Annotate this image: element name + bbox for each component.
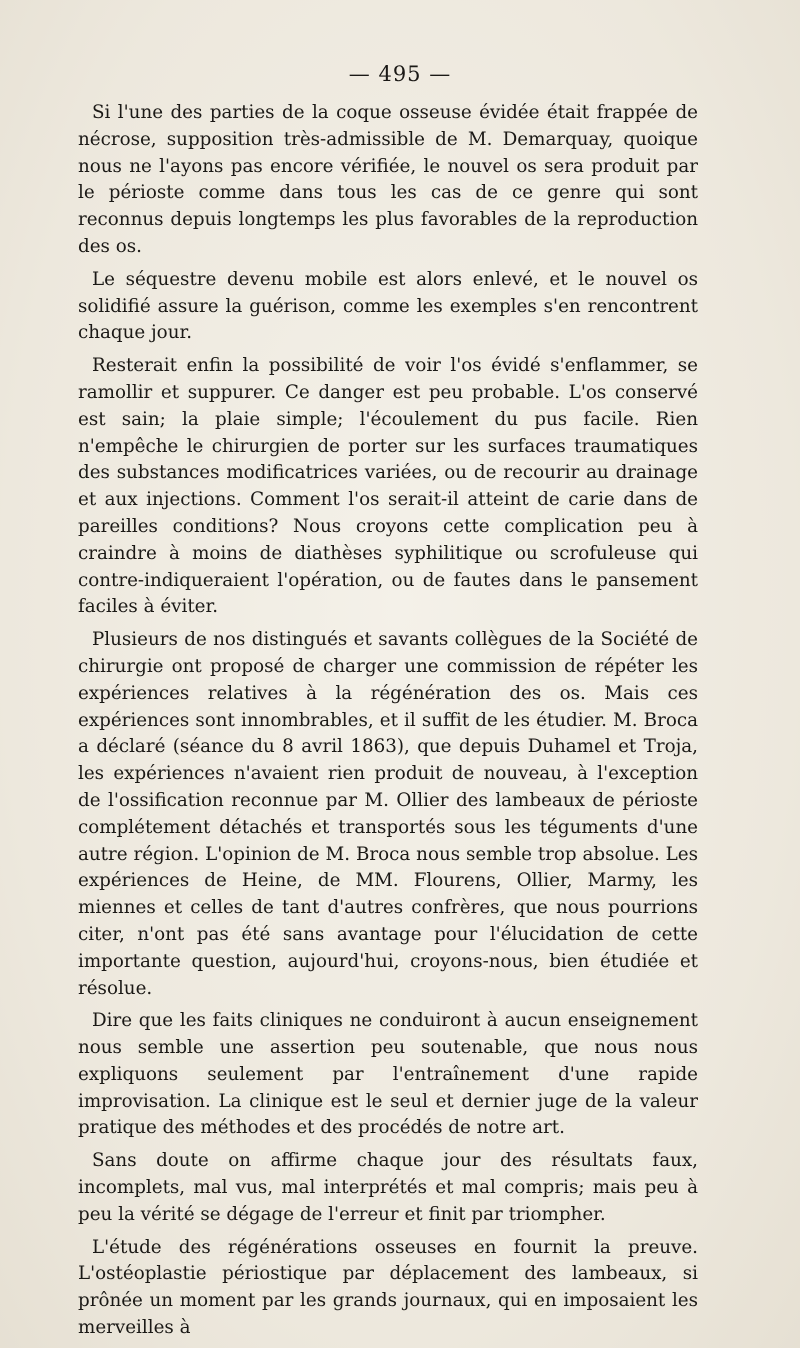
- paragraph-7: L'étude des régénérations osseuses en fournit la preuve. L'ostéoplastie périostique par déplacement des lambeaux, si prônée un moment par les grands journaux, qui en imposaient les merveilles à: [78, 1236, 698, 1339]
- page-number: — 495 —: [348, 62, 452, 86]
- paragraph-5: Dire que les faits cliniques ne conduiront à aucun enseignement nous semble une assertion peu soutenable, que nous nous expliquons seulement par l'entraînement d'une rapide improvisation. La clinique est le seul et dernier juge de la valeur pratique des méthodes et des procédés de notre art.: [78, 1010, 698, 1139]
- paragraph-6: Sans doute on affirme chaque jour des résultats faux, incomplets, mal vus, mal interprétés et mal compris; mais peu à peu la vérité se dégage de l'erreur et finit par triompher.: [78, 1150, 698, 1225]
- body-text: [78, 100, 698, 1348]
- paragraph-2: Le séquestre devenu mobile est alors enlevé, et le nouvel os solidifié assure la guérison, comme les exemples s'en rencontrent chaque jour.: [78, 268, 698, 344]
- paragraph-1: Si l'une des parties de la coque osseuse évidée était frappée de nécrose, supposition très-admissible de M. Demarquay, quoique nous ne l'ayons pas encore vérifiée, le nouvel os sera produit par le périoste comme dans tous les cas de ce genre qui sont reconnus depuis longtemps les plus favorables de la reproduction des os.: [78, 102, 698, 257]
- paragraph-3: Resterait enfin la possibilité de voir l'os évidé s'enflammer, se ramollir et suppurer. Ce danger est peu probable. L'os conservé est sain; la plaie simple; l'écoulement du pus facile. Rien n'empêche le chirurgien de porter sur les surfaces traumatiques des substances modificatrices variées, ou de recourir au drainage et aux injections. Comment l'os serait-il atteint de carie dans de pareilles conditions? Nous croyons cette complication peu à craindre à moins de diathèses syphilitique ou scrofuleuse qui contre-indiqueraient l'opération, ou de fautes dans le pansement faciles à éviter.: [78, 355, 698, 618]
- paragraph-4: Plusieurs de nos distingués et savants collègues de la Société de chirurgie ont proposé de charger une commission de répéter les expériences relatives à la régénération des os. Mais ces expériences sont innombrables, et il suffit de les étudier. M. Broca a déclaré (séance du 8 avril 1863), que depuis Duhamel et Troja, les expériences n'avaient rien produit de nouveau, à l'exception de l'ossification reconnue par M. Ollier des lambeaux de périoste complétement détachés et transportés sous les téguments d'une autre région. L'opinion de M. Broca nous semble trop absolue. Les expériences de Heine, de MM. Flourens, Ollier, Marmy, les miennes et celles de tant d'autres confrères, que nous pourrions citer, n'ont pas été sans avantage pour l'élucidation de cette importante question, aujourd'hui, croyons-nous, bien étudiée et résolue.: [78, 629, 698, 999]
